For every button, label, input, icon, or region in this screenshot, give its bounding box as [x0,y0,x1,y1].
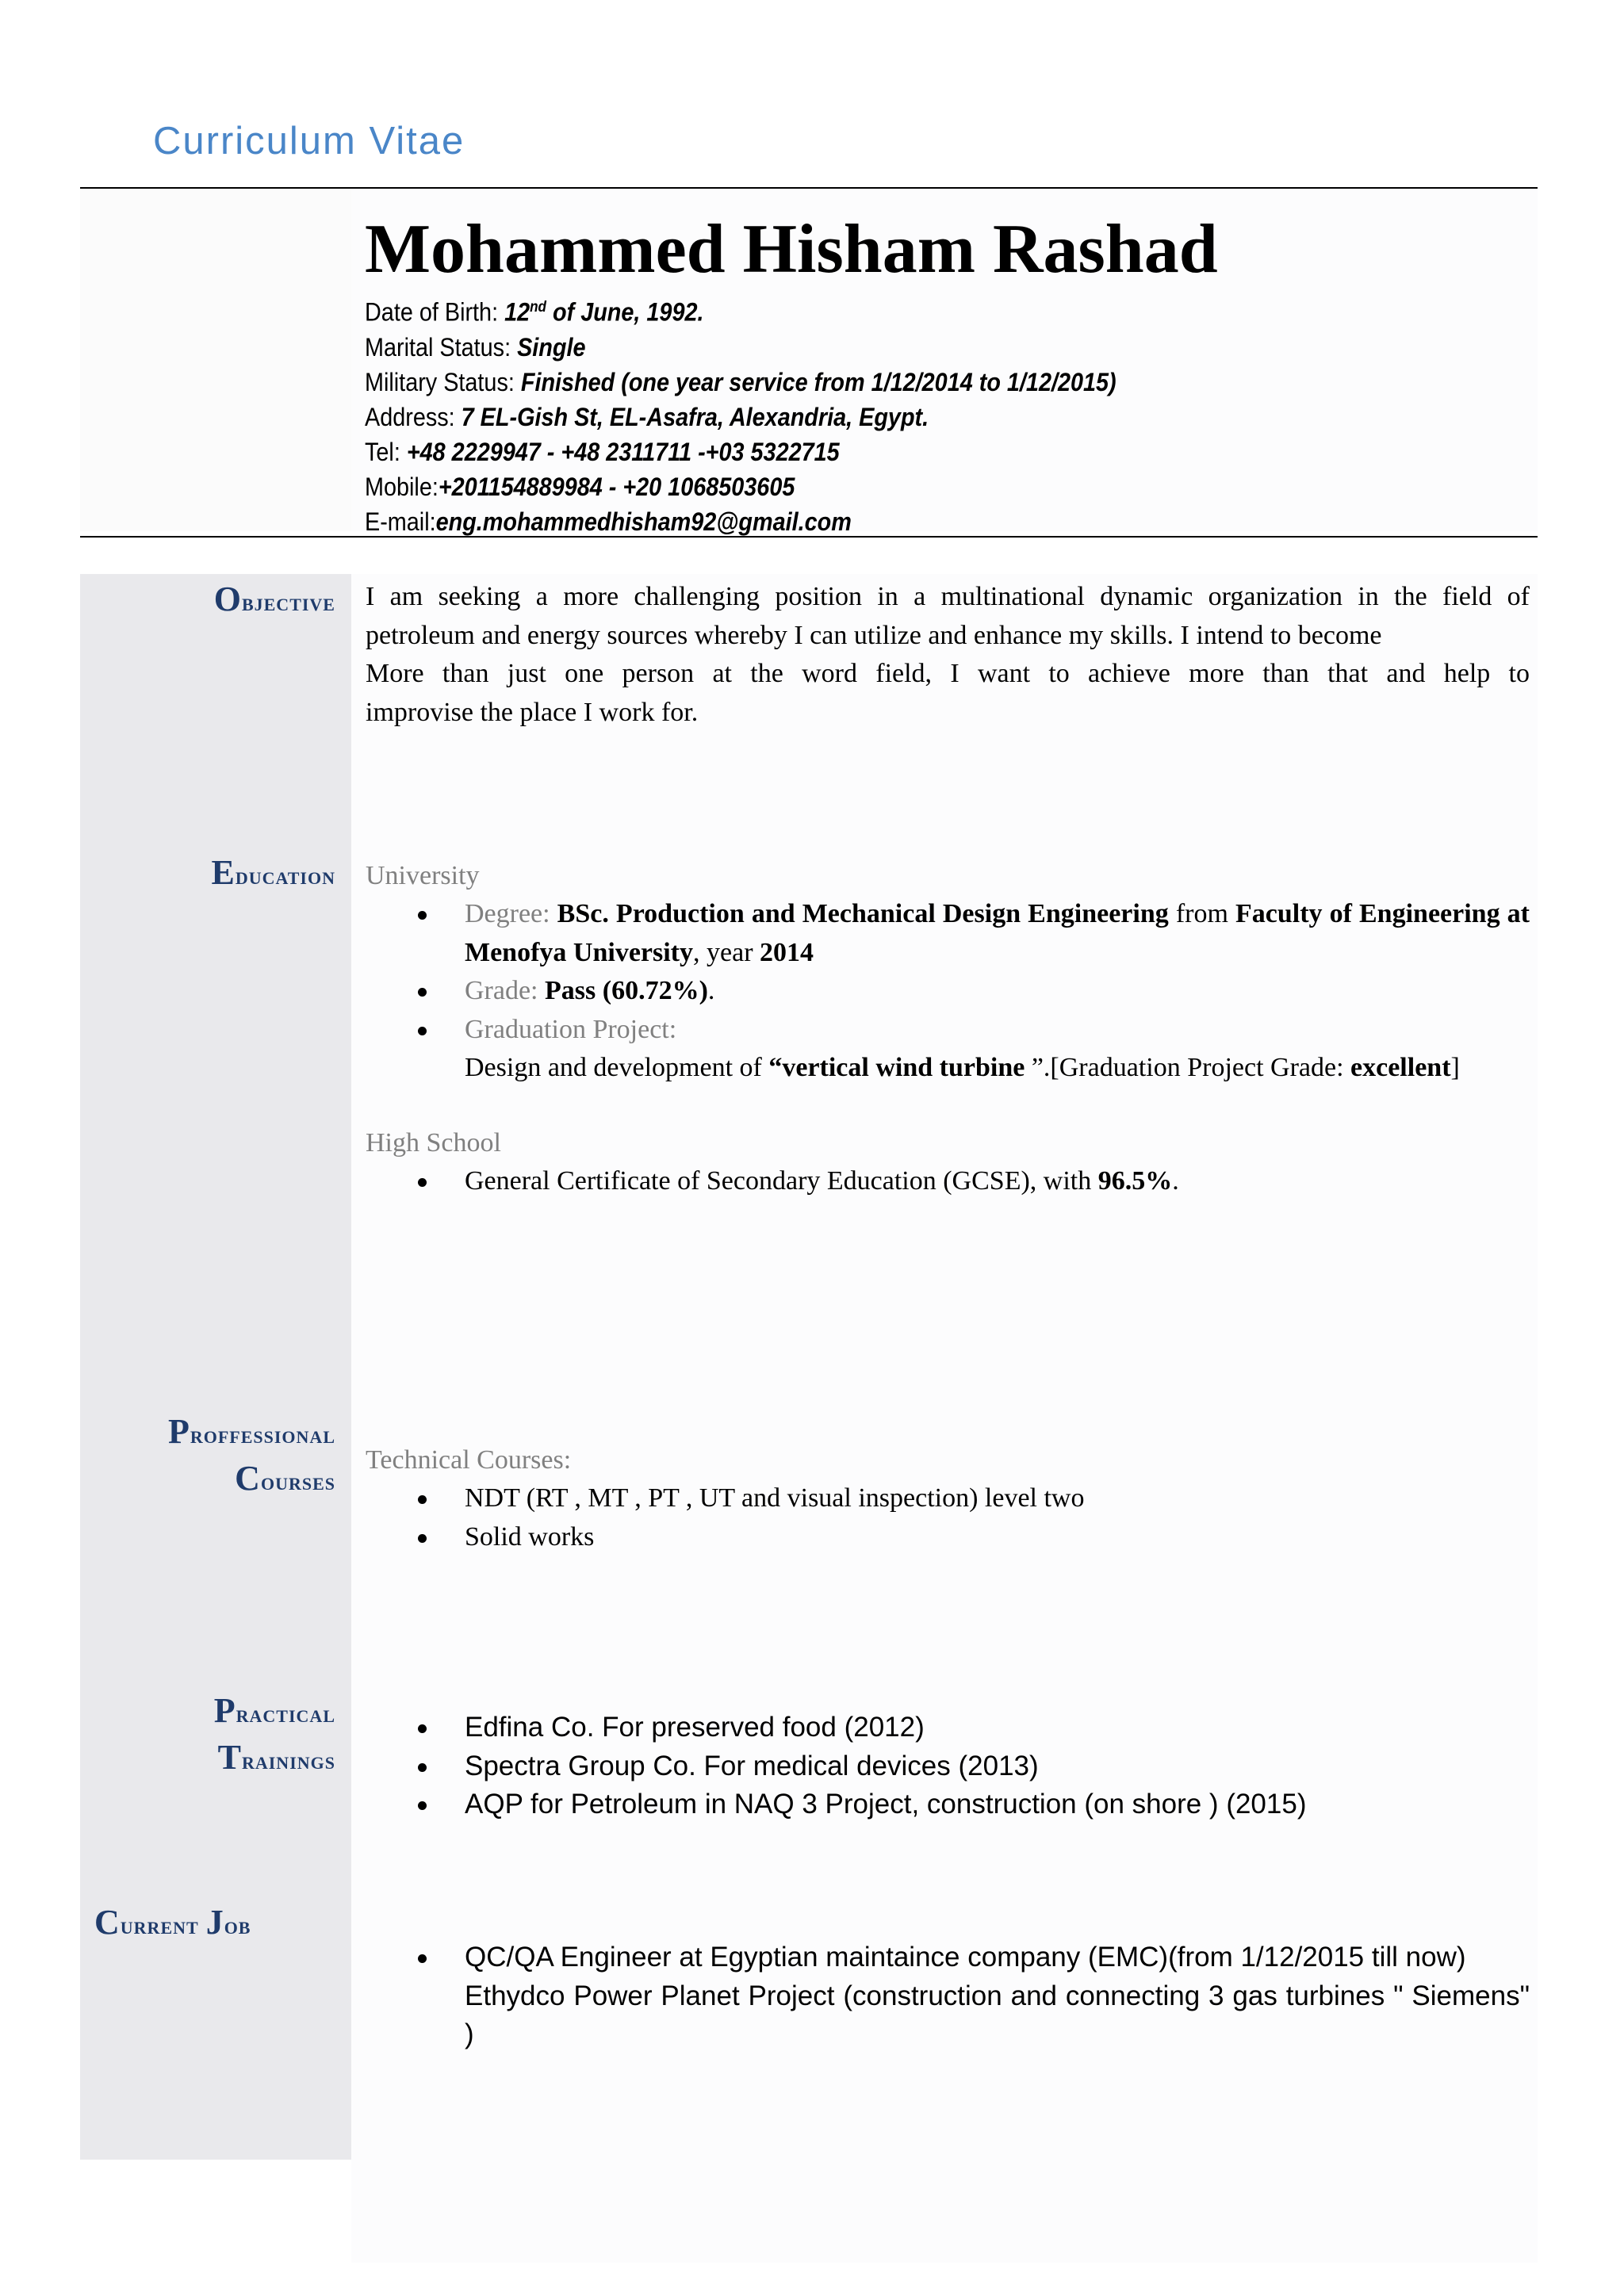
current-job-heading: Current Job [94,1903,251,1942]
current-job-list [366,1938,1530,2054]
trainings-list [366,1709,1530,1824]
highschool-list [366,1162,1530,1201]
list-item: General Certificate of Secondary Education (GCSE), with 96.5%. [366,1162,1530,1201]
header-left-panel [80,189,351,531]
bullet-icon [418,1178,427,1187]
tel-line: Tel: +48 2229947 - +48 2311711 -+03 5322715 [365,437,840,466]
university-label: University [366,861,480,890]
dob-line: Date of Birth: 12nd of June, 1992. [365,297,704,327]
mobile-line: Mobile:+201154889984 - +20 1068503605 [365,472,795,501]
military-line: Military Status: Finished (one year service from 1/12/2014 to 1/12/2015) [365,367,1116,396]
bullet-icon [418,1027,427,1035]
objective-heading: Objective [213,580,335,618]
bullet-icon [418,1495,427,1504]
bullet-icon [418,988,427,997]
list-item: Edfina Co. For preserved food (2012) [366,1709,1530,1747]
bullet-icon [418,1724,427,1733]
list-item: Degree: BSc. Production and Mechanical Design Engineering from Faculty of Engineering at Menofya University, year 2014 [366,895,1530,972]
top-divider [80,187,1538,189]
courses-heading: Proffessional Courses [167,1412,335,1498]
marital-line: Marital Status: Single [365,332,586,362]
list-item: Graduation Project: Design and development of “vertical wind turbine ”.[Graduation Project Grade: excellent] [366,1011,1530,1088]
list-item: Spectra Group Co. For medical devices (2013) [366,1747,1530,1786]
list-item: AQP for Petroleum in NAQ 3 Project, construction (on shore ) (2015) [366,1785,1530,1824]
header-bottom-divider [80,536,1538,538]
highschool-label: High School [366,1128,501,1158]
personal-info [365,290,1116,539]
email-link[interactable]: eng.mohammedhisham92@gmail.com [435,507,852,536]
address-line: Address: 7 EL-Gish St, EL-Asafra, Alexandria, Egypt. [365,402,929,431]
bullet-icon [418,1801,427,1810]
courses-list [366,1479,1530,1556]
university-list [366,895,1530,1088]
email-line: E-mail:eng.mohammedhisham92@gmail.com [365,507,852,536]
bullet-icon [418,911,427,920]
bullet-icon [418,1954,427,1963]
list-item: Solid works [366,1518,1530,1557]
technical-courses-label: Technical Courses: [366,1445,572,1475]
trainings-heading: Practical Trainings [213,1691,335,1777]
person-name: Mohammed Hisham Rashad [365,211,1218,288]
bullet-icon [418,1534,427,1543]
list-item: NDT (RT , MT , PT , UT and visual inspection) level two [366,1479,1530,1518]
education-heading: Education [211,853,335,892]
objective-text: I am seeking a more challenging position in a multinational dynamic organization in the field of petroleum and energy sources whereby I can utilize and enhance my skills. I intend to become More than just one person at the word field, I want to achieve more than that and help to improvise the place I work for. [366,582,1530,727]
document-title: Curriculum Vitae [153,120,465,163]
list-item: Grade: Pass (60.72%). [366,972,1530,1011]
list-item: QC/QA Engineer at Egyptian maintaince company (EMC)(from 1/12/2015 till now) Ethydco Power Planet Project (construction and connecting 3 gas turbines " Siemens" ) [366,1938,1530,2054]
bullet-icon [418,1763,427,1772]
